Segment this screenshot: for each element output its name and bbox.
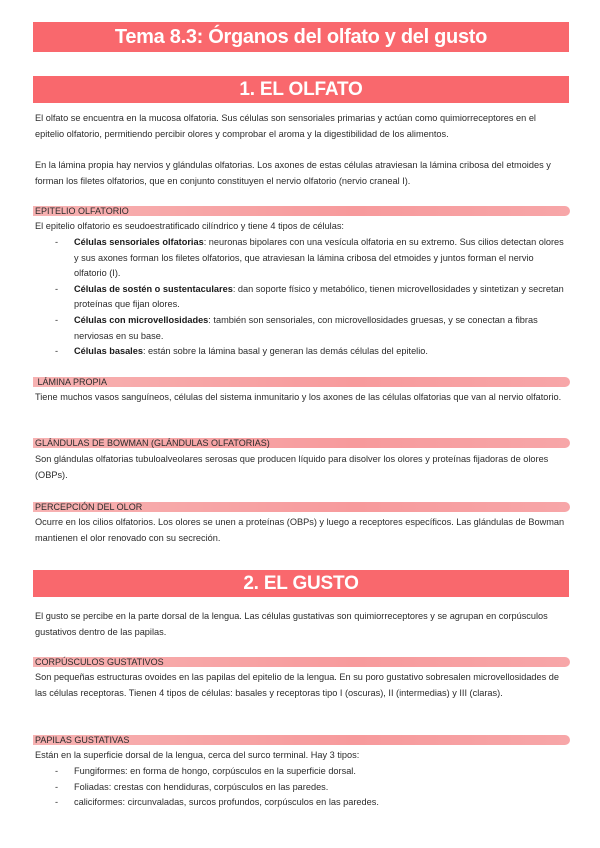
list-item: - Fungiformes: en forma de hongo, corpúsculos en la superficie dorsal. xyxy=(35,764,565,780)
gusto-intro: El gusto se percibe en la parte dorsal de la lengua. Las células gustativas son quimiorreceptores y se agrupan en corpúsculos gustativos dentro de las papilas. xyxy=(35,611,548,637)
list-item-desc: : también son sensoriales, con microvellosidades gruesas, y se conectan a fibras nerviosas en su base. xyxy=(74,314,538,341)
section-heading-olfato: 1. EL OLFATO xyxy=(33,76,569,103)
list-item xyxy=(35,235,565,282)
epitelio-cell-list xyxy=(35,235,565,360)
subheading-label: LÁMINA PROPIA xyxy=(35,377,108,387)
subheading-lamina-propia xyxy=(33,377,570,387)
page-title: Tema 8.3: Órganos del olfato y del gusto xyxy=(33,22,569,52)
list-item: - caliciformes: circunvaladas, surcos profundos, corpúsculos en las paredes. xyxy=(35,795,565,811)
epitelio-text: El epitelio olfatorio es seudoestratificado cilíndrico y tiene 4 tipos de células: xyxy=(35,221,344,231)
list-item xyxy=(35,282,565,313)
list-item xyxy=(35,344,565,360)
subheading-papilas xyxy=(33,735,570,745)
list-item-term: Células con microvellosidades xyxy=(74,314,209,325)
papilas-text: Están en la superficie dorsal de la lengua, cerca del surco terminal. Hay 3 tipos: xyxy=(35,750,360,760)
bowman-text: Son glándulas olfatorias tubuloalveolares serosas que producen líquido para disolver los olores y proteínas fijadoras de olores (OBPs). xyxy=(35,454,549,480)
list-item: - Foliadas: crestas con hendiduras, corpúsculos en las paredes. xyxy=(35,780,565,796)
subheading-corpusculos xyxy=(33,657,570,667)
lamina-propia-text: Tiene muchos vasos sanguíneos, células del sistema inmunitario y los axones de las células olfatorias que van al nervio olfatorio. xyxy=(35,392,562,402)
list-item xyxy=(35,313,565,344)
subheading-label: PAPILAS GUSTATIVAS xyxy=(35,735,130,745)
list-item-term: Células basales xyxy=(74,346,143,357)
list-item-desc: : neuronas bipolares con una vesícula olfatoria en su extremo. Sus cilios detectan olores y sus axones forman los filetes olfatorios, que atraviesan la lámina cribosa del etmoides y juntos forman el nervio olfatorio (I). xyxy=(74,237,564,279)
subheading-percepcion xyxy=(33,502,570,512)
percepcion-text: Ocurre en los cilios olfatorios. Los olores se unen a proteínas (OBPs) y luego a receptores específicos. Las glándulas de Bowman mantienen el olor renovado con su secreción. xyxy=(35,517,565,543)
papilas-list xyxy=(35,764,565,811)
subheading-epitelio xyxy=(33,206,570,216)
section-heading-gusto: 2. EL GUSTO xyxy=(33,570,569,597)
list-item-term: Células de sostén o sustentaculares xyxy=(74,283,233,294)
subheading-label: PERCEPCIÓN DEL OLOR xyxy=(35,502,143,512)
subheading-label: CORPÚSCULOS GUSTATIVOS xyxy=(35,657,164,667)
subheading-label: EPITELIO OLFATORIO xyxy=(35,206,129,216)
olfato-intro-1: El olfato se encuentra en la mucosa olfatoria. Sus células son sensoriales primarias y actúan como quimiorreceptores en el epitelio olfatorio, permitiendo percibir olores y comprobar el aroma y la digestibilidad de los alimentos. xyxy=(35,113,536,139)
olfato-intro-2: En la lámina propia hay nervios y glándulas olfatorias. Los axones de estas células atraviesan la lámina cribosa del etmoides y forman los filetes olfatorios, que en conjunto constituyen el nervio olfatorio (nervio craneal I). xyxy=(35,160,551,186)
subheading-label: GLÁNDULAS DE BOWMAN (GLÁNDULAS OLFATORIAS) xyxy=(35,438,270,448)
subheading-bowman xyxy=(33,438,570,448)
list-item-term: Células sensoriales olfatorias xyxy=(74,237,204,247)
corpusculos-text: Son pequeñas estructuras ovoides en las papilas del epitelio de la lengua. En su poro gustativo sobresalen microvellosidades de las células receptoras. Tienen 4 tipos de células: basales y receptoras tipo I (oscuras), II (intermedias) y III (claras). xyxy=(35,672,560,698)
list-item-desc: : dan soporte físico y metabólico, tienen microvellosidades y sintetizan y secretan proteínas que fijan olores. xyxy=(74,283,564,310)
list-item-desc: : están sobre la lámina basal y generan las demás células del epitelio. xyxy=(142,346,428,357)
